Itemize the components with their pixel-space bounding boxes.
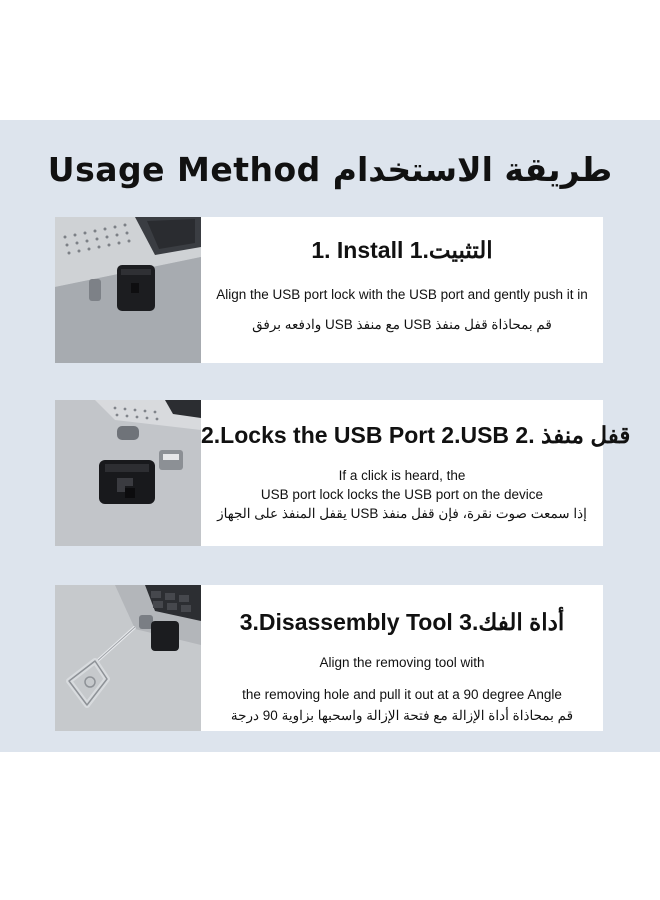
step-description-arabic: قم بمحاذاة أداة الإزالة مع فتحة الإزالة واسحبها بزاوية 90 درجة <box>230 708 574 723</box>
page-title: Usage Method طريقة الاستخدام <box>47 150 613 189</box>
step-description-arabic: إذا سمعت صوت نقرة، فإن قفل منفذ USB يقفل المنفذ على الجهاز <box>217 506 587 521</box>
step-description: Align the USB port lock with the USB port and gently push it in <box>216 287 588 302</box>
step-heading: 1. Install 1.التثبيت <box>311 237 493 263</box>
step-description-arabic: قم بمحاذاة قفل منفذ USB مع منفذ USB وادفعه برفق <box>252 317 552 332</box>
usb-lock-block-icon <box>55 400 201 546</box>
usb-lock-inserted-laptop-icon <box>55 217 201 363</box>
removal-key-tool-icon <box>55 585 201 731</box>
step-heading: 3.Disassembly Tool 3.أداة الفك <box>239 609 565 635</box>
step-description: If a click is heard, the <box>338 468 466 483</box>
step-description: USB port lock locks the USB port on the device <box>260 487 544 502</box>
step-card-disassembly <box>55 585 603 731</box>
step-heading: 2.Locks the USB Port 2.USB قفل منفذ .2 <box>201 422 631 448</box>
step-description: the removing hole and pull it out at a 90 degree Angle <box>242 687 562 702</box>
step-card-install <box>55 217 603 363</box>
step-description: Align the removing tool with <box>319 655 485 670</box>
step-card-lock <box>55 400 631 546</box>
